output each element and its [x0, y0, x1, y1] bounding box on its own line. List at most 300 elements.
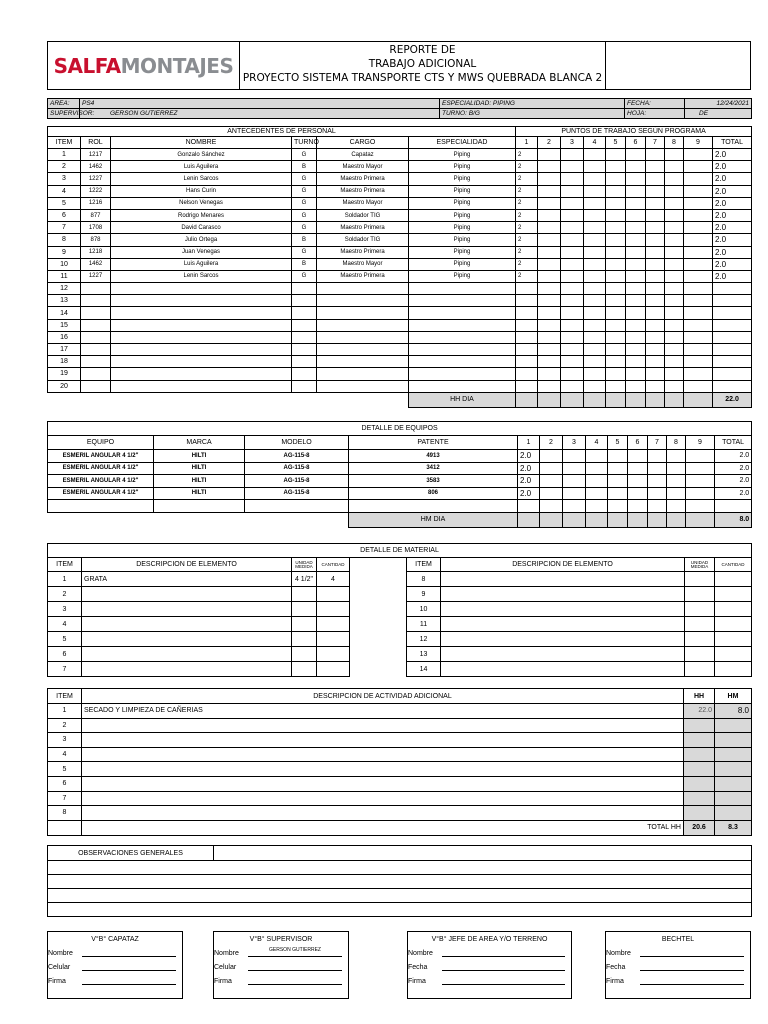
equipo-point-7[interactable]: [648, 450, 667, 463]
personal-especialidad[interactable]: Piping: [409, 234, 516, 246]
personal-point-3[interactable]: [561, 222, 584, 234]
personal-point-1[interactable]: [516, 380, 538, 392]
personal-rol[interactable]: [81, 307, 111, 319]
personal-point-5[interactable]: [606, 197, 626, 209]
signature-field-input[interactable]: [82, 947, 176, 957]
personal-rol[interactable]: [81, 368, 111, 380]
personal-point-6[interactable]: [626, 173, 646, 185]
personal-point-1[interactable]: 2: [516, 161, 538, 173]
personal-point-7[interactable]: [646, 319, 665, 331]
personal-turno[interactable]: [292, 380, 317, 392]
material-unidad-right[interactable]: [685, 647, 715, 662]
personal-point-6[interactable]: [626, 344, 646, 356]
personal-cargo[interactable]: [317, 283, 409, 295]
equipo-modelo[interactable]: [245, 500, 349, 513]
turno-field[interactable]: TURNO: B/G: [440, 109, 625, 119]
personal-point-8[interactable]: [665, 197, 684, 209]
equipo-point-6[interactable]: [628, 462, 648, 475]
personal-turno[interactable]: G: [292, 197, 317, 209]
personal-point-9[interactable]: [684, 295, 713, 307]
material-unidad-right[interactable]: [685, 632, 715, 647]
material-cantidad-left[interactable]: [317, 617, 350, 632]
material-cantidad-right[interactable]: [715, 572, 752, 587]
personal-cargo[interactable]: Maestro Primera: [317, 270, 409, 282]
equipo-point-3[interactable]: [563, 475, 586, 488]
equipo-marca[interactable]: HILTI: [154, 450, 245, 463]
personal-point-2[interactable]: [538, 161, 561, 173]
personal-point-6[interactable]: [626, 270, 646, 282]
equipo-patente[interactable]: 3412: [349, 462, 518, 475]
equipo-modelo[interactable]: AG-115-8: [245, 462, 349, 475]
personal-point-2[interactable]: [538, 173, 561, 185]
especialidad-field[interactable]: ESPECIALIDAD: PIPING: [440, 99, 625, 109]
material-desc-right[interactable]: [441, 572, 685, 587]
personal-point-9[interactable]: [684, 368, 713, 380]
personal-especialidad[interactable]: Piping: [409, 246, 516, 258]
personal-turno[interactable]: [292, 344, 317, 356]
actividad-desc[interactable]: [82, 776, 684, 791]
personal-nombre[interactable]: Julio Ortega: [111, 234, 292, 246]
material-unidad-left[interactable]: [292, 647, 317, 662]
personal-point-5[interactable]: [606, 149, 626, 161]
personal-cargo[interactable]: Maestro Primera: [317, 173, 409, 185]
personal-point-8[interactable]: [665, 380, 684, 392]
personal-point-8[interactable]: [665, 368, 684, 380]
personal-cargo[interactable]: [317, 307, 409, 319]
material-desc-right[interactable]: [441, 617, 685, 632]
observaciones-line-5[interactable]: [48, 903, 752, 917]
personal-point-2[interactable]: [538, 209, 561, 221]
personal-nombre[interactable]: [111, 295, 292, 307]
personal-turno[interactable]: G: [292, 209, 317, 221]
personal-point-2[interactable]: [538, 344, 561, 356]
material-unidad-right[interactable]: [685, 572, 715, 587]
personal-cargo[interactable]: [317, 331, 409, 343]
signature-field-input[interactable]: [248, 961, 342, 971]
personal-especialidad[interactable]: Piping: [409, 270, 516, 282]
personal-point-7[interactable]: [646, 331, 665, 343]
personal-point-6[interactable]: [626, 185, 646, 197]
material-unidad-right[interactable]: [685, 602, 715, 617]
actividad-hh[interactable]: [684, 776, 715, 791]
personal-point-1[interactable]: [516, 295, 538, 307]
equipo-point-7[interactable]: [648, 500, 667, 513]
actividad-desc[interactable]: [82, 747, 684, 762]
personal-point-3[interactable]: [561, 331, 584, 343]
equipo-point-8[interactable]: [667, 487, 686, 500]
equipo-name[interactable]: ESMERIL ANGULAR 4 1/2": [48, 475, 154, 488]
personal-rol[interactable]: 878: [81, 234, 111, 246]
equipo-point-5[interactable]: [608, 462, 628, 475]
personal-especialidad[interactable]: [409, 307, 516, 319]
signature-field-input[interactable]: [640, 975, 744, 985]
material-unidad-left[interactable]: [292, 662, 317, 677]
personal-point-4[interactable]: [584, 209, 606, 221]
actividad-hm[interactable]: [715, 776, 752, 791]
personal-point-5[interactable]: [606, 209, 626, 221]
material-desc-right[interactable]: [441, 662, 685, 677]
material-cantidad-left[interactable]: [317, 647, 350, 662]
personal-point-7[interactable]: [646, 173, 665, 185]
personal-point-2[interactable]: [538, 331, 561, 343]
personal-cargo[interactable]: [317, 356, 409, 368]
signature-field-input[interactable]: [82, 961, 176, 971]
personal-rol[interactable]: 1216: [81, 197, 111, 209]
equipo-point-7[interactable]: [648, 487, 667, 500]
personal-point-1[interactable]: 2: [516, 270, 538, 282]
personal-cargo[interactable]: [317, 319, 409, 331]
personal-point-3[interactable]: [561, 149, 584, 161]
personal-point-7[interactable]: [646, 209, 665, 221]
personal-point-1[interactable]: 2: [516, 197, 538, 209]
personal-especialidad[interactable]: [409, 380, 516, 392]
actividad-hm[interactable]: 8.0: [715, 704, 752, 719]
equipo-name[interactable]: [48, 500, 154, 513]
material-desc-left[interactable]: [82, 602, 292, 617]
personal-point-2[interactable]: [538, 380, 561, 392]
material-cantidad-left[interactable]: 4: [317, 572, 350, 587]
equipo-point-9[interactable]: [686, 462, 715, 475]
actividad-hm[interactable]: [715, 791, 752, 806]
equipo-point-2[interactable]: [540, 462, 563, 475]
personal-point-9[interactable]: [684, 270, 713, 282]
equipo-point-5[interactable]: [608, 475, 628, 488]
actividad-hh[interactable]: [684, 806, 715, 821]
equipo-point-8[interactable]: [667, 450, 686, 463]
actividad-hh[interactable]: [684, 747, 715, 762]
personal-point-3[interactable]: [561, 185, 584, 197]
personal-turno[interactable]: G: [292, 173, 317, 185]
personal-point-4[interactable]: [584, 368, 606, 380]
personal-point-8[interactable]: [665, 149, 684, 161]
personal-point-3[interactable]: [561, 270, 584, 282]
personal-point-4[interactable]: [584, 258, 606, 270]
actividad-desc[interactable]: [82, 806, 684, 821]
personal-point-9[interactable]: [684, 197, 713, 209]
personal-point-5[interactable]: [606, 319, 626, 331]
personal-point-2[interactable]: [538, 270, 561, 282]
personal-point-5[interactable]: [606, 246, 626, 258]
personal-point-4[interactable]: [584, 319, 606, 331]
personal-nombre[interactable]: [111, 319, 292, 331]
actividad-hh[interactable]: [684, 762, 715, 777]
personal-point-4[interactable]: [584, 197, 606, 209]
material-desc-right[interactable]: [441, 587, 685, 602]
personal-point-3[interactable]: [561, 283, 584, 295]
personal-nombre[interactable]: Gonzalo Sánchez: [111, 149, 292, 161]
equipo-marca[interactable]: HILTI: [154, 475, 245, 488]
material-unidad-left[interactable]: [292, 632, 317, 647]
equipo-patente[interactable]: 806: [349, 487, 518, 500]
personal-point-4[interactable]: [584, 185, 606, 197]
personal-cargo[interactable]: [317, 295, 409, 307]
personal-point-7[interactable]: [646, 185, 665, 197]
personal-point-2[interactable]: [538, 283, 561, 295]
personal-point-1[interactable]: 2: [516, 209, 538, 221]
material-cantidad-left[interactable]: [317, 662, 350, 677]
personal-point-9[interactable]: [684, 344, 713, 356]
personal-point-3[interactable]: [561, 344, 584, 356]
personal-point-8[interactable]: [665, 344, 684, 356]
personal-cargo[interactable]: Maestro Mayor: [317, 258, 409, 270]
equipo-point-2[interactable]: [540, 450, 563, 463]
personal-turno[interactable]: B: [292, 161, 317, 173]
personal-point-7[interactable]: [646, 222, 665, 234]
equipo-point-3[interactable]: [563, 487, 586, 500]
personal-point-4[interactable]: [584, 161, 606, 173]
personal-rol[interactable]: 1227: [81, 173, 111, 185]
personal-cargo[interactable]: Maestro Primera: [317, 246, 409, 258]
personal-point-7[interactable]: [646, 307, 665, 319]
personal-rol[interactable]: 1222: [81, 185, 111, 197]
personal-point-6[interactable]: [626, 283, 646, 295]
personal-point-9[interactable]: [684, 307, 713, 319]
personal-point-6[interactable]: [626, 234, 646, 246]
personal-rol[interactable]: [81, 295, 111, 307]
personal-cargo[interactable]: Soldador TIG: [317, 234, 409, 246]
equipo-point-9[interactable]: [686, 475, 715, 488]
personal-point-8[interactable]: [665, 185, 684, 197]
personal-point-5[interactable]: [606, 295, 626, 307]
personal-point-6[interactable]: [626, 295, 646, 307]
personal-point-3[interactable]: [561, 234, 584, 246]
personal-point-2[interactable]: [538, 149, 561, 161]
actividad-desc[interactable]: [82, 718, 684, 733]
personal-point-5[interactable]: [606, 222, 626, 234]
personal-point-9[interactable]: [684, 234, 713, 246]
fecha-value[interactable]: 12/24/2021: [685, 99, 752, 109]
equipo-point-1[interactable]: [518, 500, 540, 513]
personal-cargo[interactable]: Maestro Primera: [317, 222, 409, 234]
personal-point-8[interactable]: [665, 222, 684, 234]
personal-point-9[interactable]: [684, 185, 713, 197]
personal-point-4[interactable]: [584, 270, 606, 282]
personal-especialidad[interactable]: Piping: [409, 209, 516, 221]
area-value[interactable]: PS4: [80, 99, 440, 109]
equipo-point-9[interactable]: [686, 450, 715, 463]
personal-point-3[interactable]: [561, 246, 584, 258]
equipo-patente[interactable]: 4913: [349, 450, 518, 463]
material-unidad-left[interactable]: [292, 617, 317, 632]
actividad-hm[interactable]: [715, 806, 752, 821]
personal-turno[interactable]: [292, 307, 317, 319]
equipo-point-7[interactable]: [648, 475, 667, 488]
personal-turno[interactable]: G: [292, 185, 317, 197]
signature-field-input[interactable]: [640, 961, 744, 971]
personal-especialidad[interactable]: Piping: [409, 161, 516, 173]
equipo-point-7[interactable]: [648, 462, 667, 475]
personal-point-9[interactable]: [684, 209, 713, 221]
personal-cargo[interactable]: Maestro Mayor: [317, 161, 409, 173]
personal-point-4[interactable]: [584, 234, 606, 246]
personal-nombre[interactable]: Juan Venegas: [111, 246, 292, 258]
personal-point-8[interactable]: [665, 319, 684, 331]
personal-point-5[interactable]: [606, 270, 626, 282]
material-desc-right[interactable]: [441, 647, 685, 662]
personal-point-3[interactable]: [561, 319, 584, 331]
personal-cargo[interactable]: [317, 344, 409, 356]
equipo-modelo[interactable]: AG-115-8: [245, 487, 349, 500]
personal-turno[interactable]: [292, 319, 317, 331]
personal-point-2[interactable]: [538, 246, 561, 258]
personal-point-6[interactable]: [626, 319, 646, 331]
equipo-point-1[interactable]: 2.0: [518, 487, 540, 500]
material-cantidad-left[interactable]: [317, 632, 350, 647]
material-desc-right[interactable]: [441, 632, 685, 647]
personal-point-2[interactable]: [538, 356, 561, 368]
equipo-point-6[interactable]: [628, 450, 648, 463]
equipo-point-8[interactable]: [667, 462, 686, 475]
signature-field-input[interactable]: [442, 947, 565, 957]
personal-point-3[interactable]: [561, 295, 584, 307]
personal-nombre[interactable]: [111, 344, 292, 356]
personal-point-8[interactable]: [665, 258, 684, 270]
personal-point-7[interactable]: [646, 295, 665, 307]
equipo-marca[interactable]: [154, 500, 245, 513]
equipo-point-4[interactable]: [586, 450, 608, 463]
personal-rol[interactable]: [81, 331, 111, 343]
personal-especialidad[interactable]: [409, 295, 516, 307]
personal-point-5[interactable]: [606, 234, 626, 246]
personal-turno[interactable]: [292, 283, 317, 295]
material-cantidad-right[interactable]: [715, 647, 752, 662]
personal-point-6[interactable]: [626, 258, 646, 270]
personal-nombre[interactable]: Luis Aguilera: [111, 161, 292, 173]
personal-point-4[interactable]: [584, 344, 606, 356]
personal-turno[interactable]: G: [292, 246, 317, 258]
personal-especialidad[interactable]: Piping: [409, 222, 516, 234]
personal-turno[interactable]: G: [292, 270, 317, 282]
equipo-point-2[interactable]: [540, 475, 563, 488]
personal-point-5[interactable]: [606, 307, 626, 319]
personal-nombre[interactable]: Lenin Sarcos: [111, 270, 292, 282]
signature-field-input[interactable]: [82, 975, 176, 985]
equipo-point-5[interactable]: [608, 500, 628, 513]
personal-point-5[interactable]: [606, 283, 626, 295]
personal-point-5[interactable]: [606, 344, 626, 356]
personal-especialidad[interactable]: [409, 356, 516, 368]
equipo-marca[interactable]: HILTI: [154, 487, 245, 500]
personal-point-1[interactable]: [516, 356, 538, 368]
personal-especialidad[interactable]: [409, 368, 516, 380]
material-unidad-left[interactable]: 4 1/2": [292, 572, 317, 587]
actividad-desc[interactable]: [82, 791, 684, 806]
personal-rol[interactable]: 1462: [81, 161, 111, 173]
personal-point-8[interactable]: [665, 234, 684, 246]
personal-point-7[interactable]: [646, 197, 665, 209]
actividad-desc[interactable]: SECADO Y LIMPIEZA DE CAÑERIAS: [82, 704, 684, 719]
personal-nombre[interactable]: [111, 380, 292, 392]
personal-point-1[interactable]: [516, 319, 538, 331]
personal-point-9[interactable]: [684, 149, 713, 161]
material-cantidad-right[interactable]: [715, 602, 752, 617]
personal-cargo[interactable]: Capataz: [317, 149, 409, 161]
personal-rol[interactable]: 877: [81, 209, 111, 221]
material-desc-left[interactable]: [82, 587, 292, 602]
personal-point-9[interactable]: [684, 161, 713, 173]
personal-turno[interactable]: B: [292, 234, 317, 246]
personal-point-1[interactable]: [516, 344, 538, 356]
equipo-point-6[interactable]: [628, 487, 648, 500]
personal-point-3[interactable]: [561, 161, 584, 173]
personal-point-7[interactable]: [646, 161, 665, 173]
personal-point-1[interactable]: 2: [516, 222, 538, 234]
equipo-point-8[interactable]: [667, 475, 686, 488]
personal-point-2[interactable]: [538, 368, 561, 380]
personal-point-2[interactable]: [538, 295, 561, 307]
equipo-point-2[interactable]: [540, 500, 563, 513]
personal-point-8[interactable]: [665, 331, 684, 343]
equipo-point-1[interactable]: 2.0: [518, 462, 540, 475]
personal-turno[interactable]: [292, 295, 317, 307]
personal-point-1[interactable]: 2: [516, 258, 538, 270]
personal-point-2[interactable]: [538, 222, 561, 234]
personal-point-7[interactable]: [646, 283, 665, 295]
personal-point-1[interactable]: 2: [516, 246, 538, 258]
personal-especialidad[interactable]: [409, 319, 516, 331]
equipo-patente[interactable]: [349, 500, 518, 513]
equipo-point-5[interactable]: [608, 450, 628, 463]
personal-point-7[interactable]: [646, 344, 665, 356]
observaciones-line-2[interactable]: [48, 861, 752, 875]
personal-point-2[interactable]: [538, 307, 561, 319]
supervisor-value[interactable]: GERSON GUTIERREZ: [80, 109, 440, 119]
personal-point-2[interactable]: [538, 185, 561, 197]
equipo-point-4[interactable]: [586, 487, 608, 500]
personal-nombre[interactable]: [111, 283, 292, 295]
personal-point-1[interactable]: [516, 331, 538, 343]
personal-rol[interactable]: 1462: [81, 258, 111, 270]
personal-rol[interactable]: 1227: [81, 270, 111, 282]
personal-point-6[interactable]: [626, 161, 646, 173]
personal-point-5[interactable]: [606, 258, 626, 270]
signature-field-input[interactable]: [442, 961, 565, 971]
equipo-point-9[interactable]: [686, 500, 715, 513]
personal-point-4[interactable]: [584, 380, 606, 392]
personal-point-4[interactable]: [584, 149, 606, 161]
actividad-hm[interactable]: [715, 762, 752, 777]
personal-especialidad[interactable]: Piping: [409, 149, 516, 161]
personal-nombre[interactable]: Luis Aguilera: [111, 258, 292, 270]
personal-point-8[interactable]: [665, 356, 684, 368]
personal-point-6[interactable]: [626, 209, 646, 221]
equipo-modelo[interactable]: AG-115-8: [245, 475, 349, 488]
personal-point-8[interactable]: [665, 270, 684, 282]
personal-point-8[interactable]: [665, 209, 684, 221]
personal-point-5[interactable]: [606, 368, 626, 380]
personal-point-6[interactable]: [626, 246, 646, 258]
equipo-point-1[interactable]: 2.0: [518, 450, 540, 463]
material-unidad-right[interactable]: [685, 662, 715, 677]
personal-nombre[interactable]: [111, 356, 292, 368]
personal-point-9[interactable]: [684, 222, 713, 234]
personal-rol[interactable]: [81, 319, 111, 331]
personal-point-2[interactable]: [538, 234, 561, 246]
personal-rol[interactable]: [81, 344, 111, 356]
personal-point-6[interactable]: [626, 149, 646, 161]
actividad-hm[interactable]: [715, 733, 752, 748]
material-desc-left[interactable]: [82, 662, 292, 677]
equipo-point-5[interactable]: [608, 487, 628, 500]
personal-point-7[interactable]: [646, 234, 665, 246]
personal-point-5[interactable]: [606, 173, 626, 185]
personal-point-4[interactable]: [584, 295, 606, 307]
actividad-hm[interactable]: [715, 718, 752, 733]
signature-field-input[interactable]: GERSON GUTIERREZ: [248, 947, 342, 957]
actividad-desc[interactable]: [82, 762, 684, 777]
hoja-value[interactable]: DE: [685, 109, 752, 119]
personal-point-8[interactable]: [665, 295, 684, 307]
